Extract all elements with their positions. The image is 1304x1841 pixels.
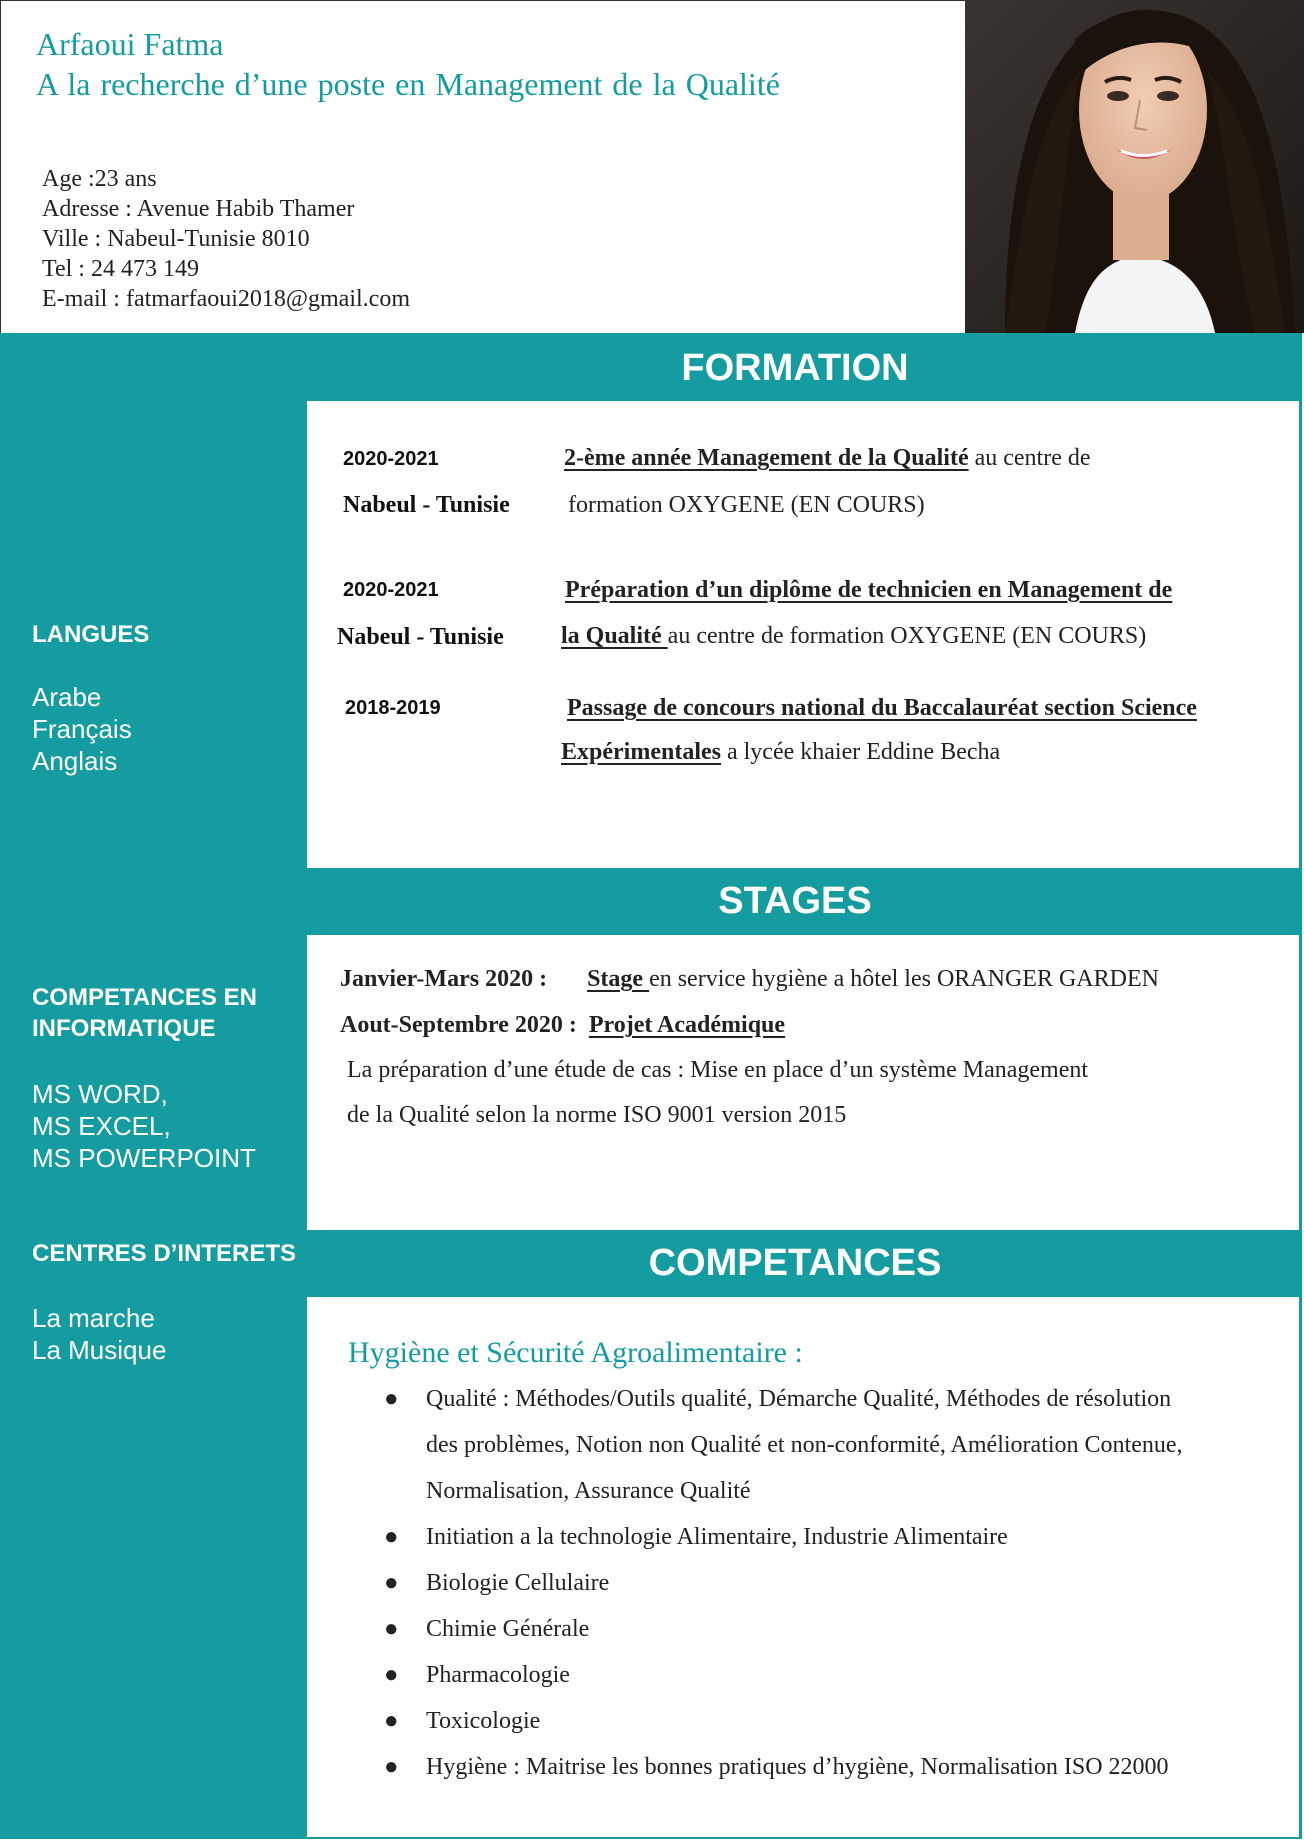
contact-age: Age :23 ans [42,166,157,192]
competence-item: ● Qualité : Méthodes/Outils qualité, Démarche Qualité, Méthodes de résolution [426,1376,1304,1422]
formation-2-title: Préparation d’un diplôme de technicien en Management de [565,577,1173,603]
candidate-name: Arfaoui Fatma [36,26,224,62]
stage-desc-2: de la Qualité selon la norme ISO 9001 version 2015 [347,1102,847,1128]
competence-item: ● Biologie Cellulaire [426,1560,1304,1606]
informatique-title [32,982,257,1044]
contact-tel: Tel : 24 473 149 [42,256,199,282]
competence-item: ● Toxicologie [426,1698,1304,1744]
formation-2-year: 2020-2021 [343,579,439,601]
interet-item: La Musique [32,1335,167,1365]
contact-city: Ville : Nabeul-Tunisie 8010 [42,226,310,252]
competence-item: ● Hygiène : Maitrise les bonnes pratiques d’hygiène, Normalisation ISO 22000 [426,1744,1304,1790]
competence-item: ● Initiation a la technologie Alimentaire, Industrie Alimentaire [426,1514,1304,1560]
competence-item-cont: Normalisation, Assurance Qualité [426,1478,751,1504]
bullet-icon: ● [384,1570,399,1596]
langue-item: Anglais [32,746,118,776]
competences-title: COMPETANCES [648,1242,942,1284]
stage-desc-1: La préparation d’une étude de cas : Mise en place d’un système Management [347,1057,1089,1083]
informatique-title-line2: INFORMATIQUE [32,1015,216,1042]
stage-1-label: Stage [587,966,650,992]
formation-2-line1 [565,577,1172,604]
formation-1-year: 2020-2021 [343,448,439,470]
formation-1-line1 [564,445,1091,472]
formation-title: FORMATION [681,347,909,389]
stage-1 [340,966,1159,993]
informatique-list [32,1078,256,1174]
interets-list [32,1302,166,1366]
informatique-item: MS POWERPOINT [32,1143,256,1173]
formation-3-title: Passage de concours national du Baccalauréat section Science [567,695,1197,721]
formation-3-year: 2018-2019 [345,697,441,719]
bullet-icon: ● [384,1386,399,1412]
bullet-icon: ● [384,1616,399,1642]
formation-1-rest: au centre de [968,445,1091,471]
stage-2 [340,1012,785,1039]
contact-address: Adresse : Avenue Habib Thamer [42,196,355,222]
formation-1-title: 2-ème année Management de la Qualité [564,445,969,471]
formation-3-line2 [561,739,1000,766]
formation-1-line2: formation OXYGENE (EN COURS) [568,492,925,518]
stage-2-date: Aout-Septembre 2020 : [340,1012,577,1038]
candidate-objective: A la recherche d’une poste en Management de la Qualité [36,66,780,102]
interet-item: La marche [32,1303,155,1333]
stage-2-label: Projet Académique [588,1012,786,1038]
langue-item: Français [32,714,132,744]
contact-email: E-mail : fatmarfaoui2018@gmail.com [42,286,410,312]
langue-item: Arabe [32,682,102,712]
informatique-item: MS EXCEL, [32,1111,171,1141]
informatique-title-line1: COMPETANCES EN [32,984,257,1011]
competence-item-cont: des problèmes, Notion non Qualité et non-conformité, Amélioration Contenue, [426,1432,1183,1458]
stage-1-text: en service hygiène a hôtel les ORANGER GARDEN [649,966,1159,992]
bullet-icon: ● [384,1754,399,1780]
competence-item: ● Chimie Générale [426,1606,1304,1652]
stages-title: STAGES [718,880,872,922]
formation-3-line1 [567,695,1197,722]
formation-3-title2: Expérimentales [561,739,721,765]
interets-title: CENTRES D’INTERETS [32,1240,297,1267]
bullet-icon: ● [384,1662,399,1688]
stage-1-date: Janvier-Mars 2020 : [340,966,548,992]
competence-item: ● Pharmacologie [426,1652,1304,1698]
formation-2-location: Nabeul - Tunisie [337,624,504,650]
contact-block [42,164,410,314]
formation-2-title2: la Qualité [561,623,668,649]
informatique-item: MS WORD, [32,1079,168,1109]
formation-3-rest: a lycée khaier Eddine Becha [720,739,1001,765]
formation-2-line2 [561,623,1146,650]
langues-list [32,681,132,777]
langues-title: LANGUES [32,621,150,648]
profile-photo [965,0,1304,333]
bullet-icon: ● [384,1524,399,1550]
competences-list [360,1376,1304,1790]
bullet-icon: ● [384,1708,399,1734]
competences-heading: Hygiène et Sécurité Agroalimentaire : [348,1336,803,1369]
formation-1-location: Nabeul - Tunisie [343,492,510,518]
formation-2-rest: au centre de formation OXYGENE (EN COURS) [667,623,1147,649]
